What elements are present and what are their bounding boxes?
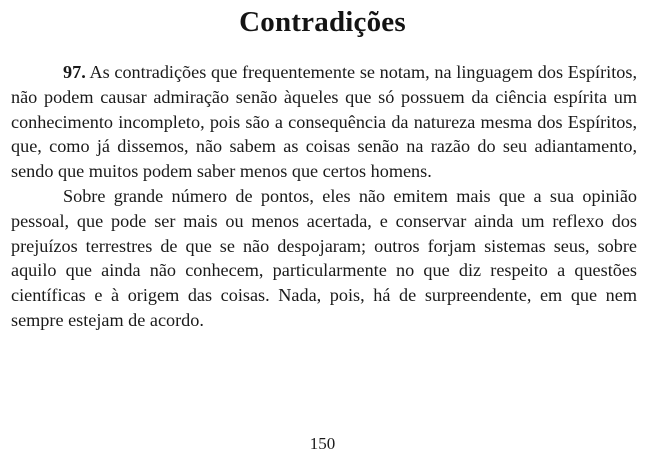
paragraph-text: As contradições que frequentemente se notam, na linguagem dos Espíritos, não podem causar admiração senão àqueles que só possuem da ciência espírita um conhecimento incompleto, pois são a consequência da natureza mesma dos Espíritos, que, como já dissemos, não sabem as coisas senão na razão do seu adiantamento, sendo que muitos podem saber menos que certos homens. xyxy=(11,62,637,182)
paragraph-97 xyxy=(11,60,637,184)
chapter-title: Contradições xyxy=(239,6,406,38)
item-number: 97. xyxy=(63,62,86,82)
page-number: 150 xyxy=(309,434,336,453)
body-text xyxy=(11,60,637,333)
paragraph-text: Sobre grande número de pontos, eles não emitem mais que a sua opinião pessoal, que pode ser mais ou menos acertada, e conservar ainda um reflexo dos prejuízos terrestres de que se não despojaram; outros forjam sistemas seus, sobre aquilo que ainda não conhecem, particularmente no que diz respeito a questões científicas e à origem das coisas. Nada, pois, há de surpreendente, em que nem sempre estejam de acordo. xyxy=(11,185,637,330)
paragraph-2 xyxy=(11,184,637,333)
